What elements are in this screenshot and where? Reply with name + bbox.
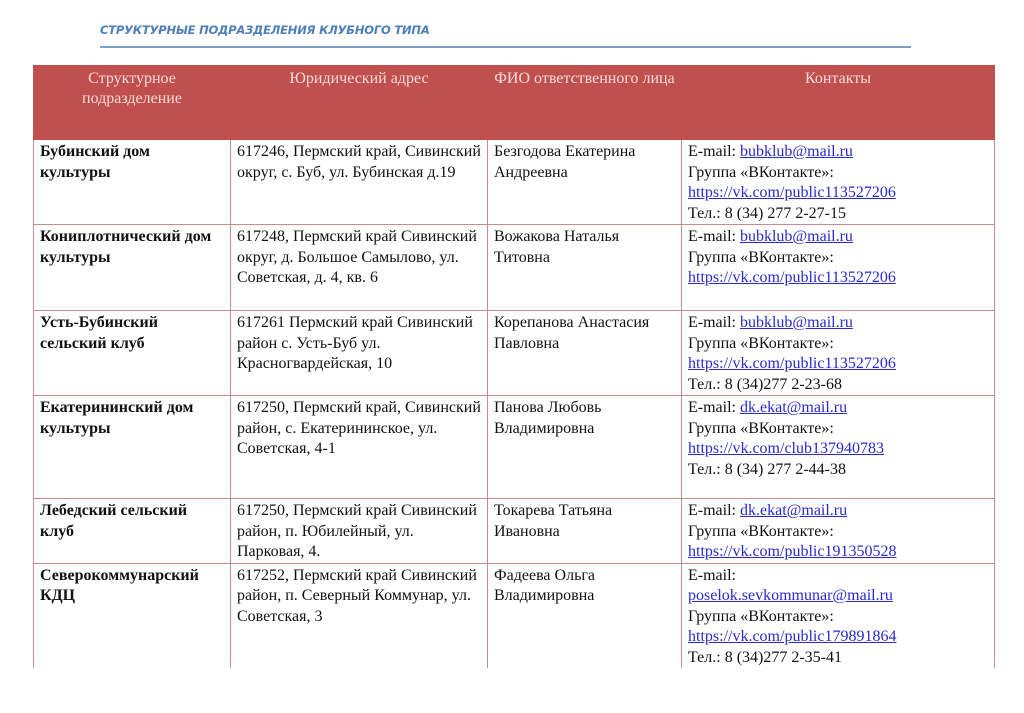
contacts <box>682 396 995 499</box>
header-contacts: Контакты <box>682 66 995 140</box>
header-address: Юридический адрес <box>231 66 488 140</box>
vk-link[interactable]: https://vk.com/public113527206 <box>688 355 896 372</box>
phone: Тел.: 8 (34)277 2-35-41 <box>688 648 843 666</box>
address: 617261 Пермский край Сивинский район с. Усть-Буб ул. Красногвардейская, 10 <box>231 311 488 396</box>
table-row <box>34 311 995 396</box>
email-label: E-mail: <box>688 314 736 331</box>
email-label: E-mail: <box>688 502 736 519</box>
header-person: ФИО ответственного лица <box>488 66 682 140</box>
contacts <box>682 499 995 564</box>
table-row <box>34 225 995 311</box>
email-label: E-mail: <box>688 143 736 160</box>
phone: Тел.: 8 (34) 277 2-44-38 <box>688 460 847 478</box>
vk-link[interactable]: https://vk.com/public113527206 <box>688 269 896 286</box>
contacts <box>682 311 995 396</box>
email-link[interactable]: poselok.sevkommunar@mail.ru <box>688 587 893 604</box>
title-underline <box>100 46 911 48</box>
responsible-person: Фадеева Ольга Владимировна <box>488 563 682 668</box>
division-name: Лебедский сельский клуб <box>34 499 231 564</box>
address: 617250, Пермский край, Сивинский район, с. Екатерининское, ул. Советская, 4-1 <box>231 396 488 499</box>
email-label: E-mail: <box>688 566 736 584</box>
division-name: Бубинский дом культуры <box>34 140 231 225</box>
vk-label: Группа «ВКонтакте»: <box>688 522 834 540</box>
vk-link[interactable]: https://vk.com/club137940783 <box>688 440 884 457</box>
email-link[interactable]: bubklub@mail.ru <box>739 314 853 331</box>
clubs-table <box>33 65 995 668</box>
responsible-person: Панова Любовь Владимировна <box>488 396 682 499</box>
division-name: Екатерининский дом культуры <box>34 396 231 499</box>
table-header-row <box>34 66 995 140</box>
phone: Тел.: 8 (34)277 2-23-68 <box>688 375 843 393</box>
responsible-person: Токарева Татьяна Ивановна <box>488 499 682 564</box>
vk-label: Группа «ВКонтакте»: <box>688 163 834 181</box>
email-link[interactable]: dk.ekat@mail.ru <box>739 399 848 416</box>
table-row <box>34 499 995 564</box>
address: 617250, Пермский край Сивинский район, п. Юбилейный, ул. Парковая, 4. <box>231 499 488 564</box>
email-label: E-mail: <box>688 228 736 245</box>
email-link[interactable]: bubklub@mail.ru <box>739 228 853 245</box>
email-link[interactable]: bubklub@mail.ru <box>739 143 853 160</box>
table-row <box>34 563 995 668</box>
email-label: E-mail: <box>688 399 736 416</box>
vk-label: Группа «ВКонтакте»: <box>688 419 834 437</box>
division-name: Усть-Бубинский сельский клуб <box>34 311 231 396</box>
header-division: Структурное подразделение <box>34 66 231 140</box>
table-row <box>34 140 995 225</box>
address: 617246, Пермский край, Сивинский округ, с. Буб, ул. Бубинская д.19 <box>231 140 488 225</box>
contacts <box>682 225 995 311</box>
responsible-person: Вожакова Наталья Титовна <box>488 225 682 311</box>
division-name: Северокоммунарский КДЦ <box>34 563 231 668</box>
address: 617248, Пермский край Сивинский округ, д. Большое Самылово, ул. Советская, д. 4, кв. 6 <box>231 225 488 311</box>
email-link[interactable]: dk.ekat@mail.ru <box>739 502 848 519</box>
division-name: Кониплотнический дом культуры <box>34 225 231 311</box>
contacts <box>682 140 995 225</box>
section-title: СТРУКТУРНЫЕ ПОДРАЗДЕЛЕНИЯ КЛУБНОГО ТИПА <box>100 23 430 37</box>
contacts <box>682 563 995 668</box>
vk-label: Группа «ВКонтакте»: <box>688 334 834 352</box>
address: 617252, Пермский край Сивинский район, п. Северный Коммунар, ул. Советская, 3 <box>231 563 488 668</box>
responsible-person: Корепанова Анастасия Павловна <box>488 311 682 396</box>
vk-link[interactable]: https://vk.com/public113527206 <box>688 184 896 201</box>
vk-label: Группа «ВКонтакте»: <box>688 607 834 625</box>
vk-link[interactable]: https://vk.com/public191350528 <box>688 543 897 560</box>
table-row <box>34 396 995 499</box>
responsible-person: Безгодова Екатерина Андреевна <box>488 140 682 225</box>
phone: Тел.: 8 (34) 277 2-27-15 <box>688 204 847 222</box>
vk-label: Группа «ВКонтакте»: <box>688 248 834 266</box>
vk-link[interactable]: https://vk.com/public179891864 <box>688 628 897 645</box>
